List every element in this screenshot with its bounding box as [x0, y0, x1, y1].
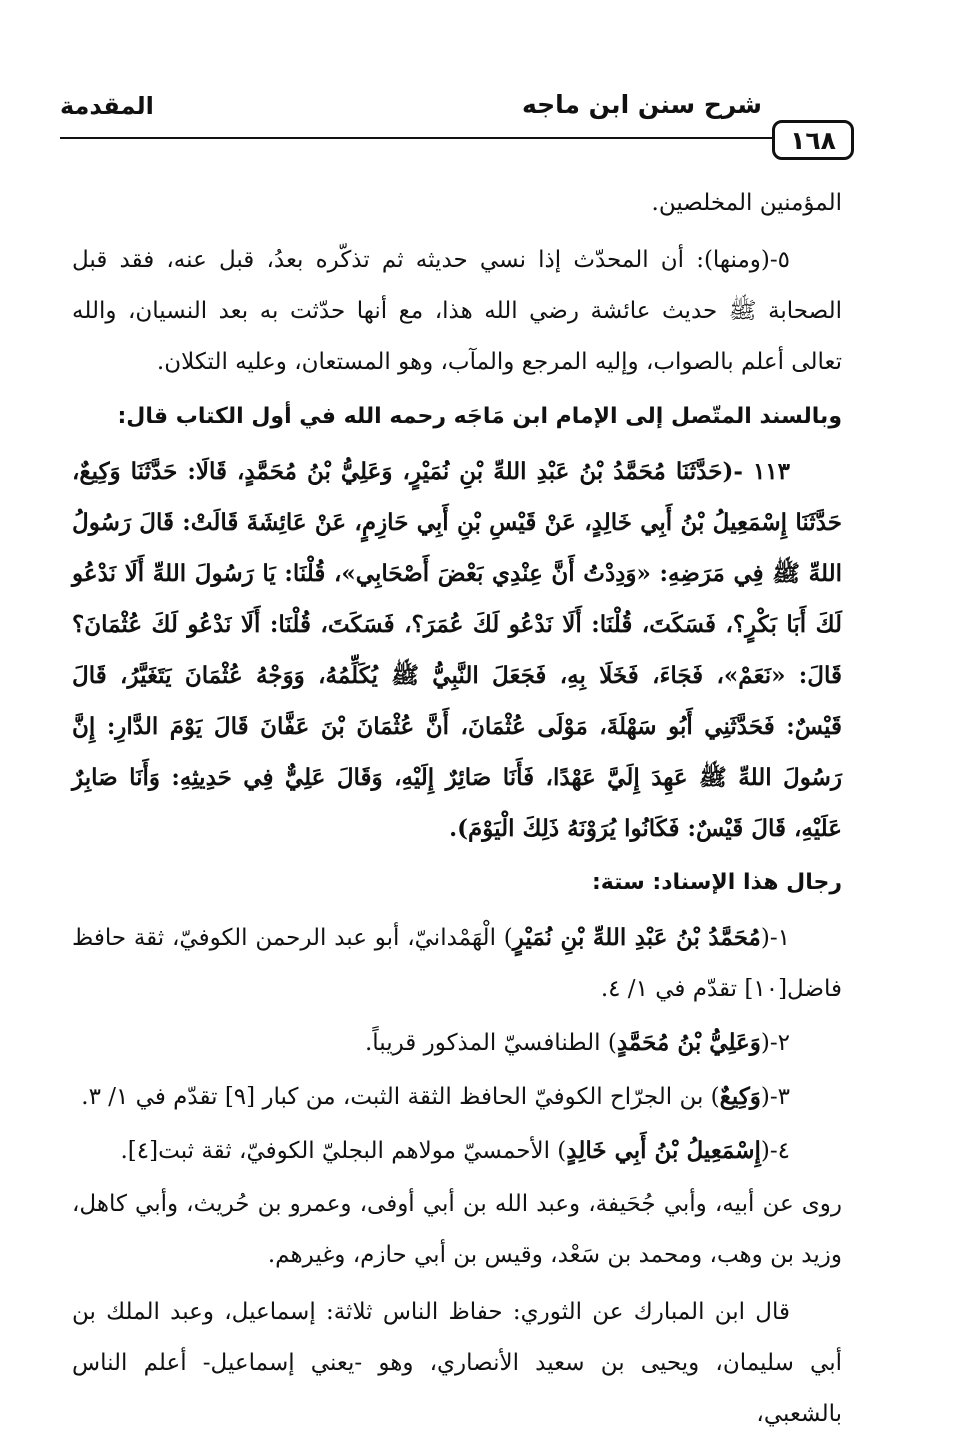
narrator-details: ) بن الجرّاح الكوفيّ الحافظ الثقة الثبت، من كبار [٩] تقدّم في ١/ ٣. — [81, 1084, 720, 1110]
narrator-details: ) الْهَمْدانيّ، أبو عبد الرحمن الكوفيّ، ثقة حافظ فاضل[١٠] تقدّم في ١/ ٤. — [72, 925, 842, 1002]
narrator-number: ٢-( — [760, 1030, 790, 1056]
page-number: ١٦٨ — [772, 120, 854, 160]
paragraph-narrations: روى عن أبيه، وأبي جُحَيفة، وعبد الله بن أبي أوفى، وعمرو بن حُريث، وأبي كاهل، وزيد بن وهب، ومحمد بن سَعْد، وقيس بن أبي حازم، وغيرهم. — [72, 1191, 842, 1268]
narrator-2 — [72, 1017, 842, 1069]
narrator-1 — [72, 912, 842, 1015]
running-header — [60, 90, 854, 160]
narrator-name: مُحَمَّدُ بْنُ عَبْدِ اللهِّ بْنِ نُمَيْرٍ — [512, 924, 761, 951]
page-body — [72, 178, 842, 1446]
paragraph-benefit-5: ٥-(ومنها): أن المحدّث إذا نسي حديثه ثم تذكّره بعدُ، قبل عنه، فقد قبل الصحابة ﷺ حديث عائشة رضي الله هذا، مع أنها حدّثت به بعد النسيان، والله تعالى أعلم بالصواب، وإليه المرجع والمآب، وهو المستعان، وعليه التكلان. — [72, 247, 842, 375]
narrator-details: ) الأحمسيّ مولاهم البجليّ الكوفيّ، ثقة ثبت[٤]. — [120, 1138, 567, 1164]
narrators-heading: رجال هذا الإسناد: ستة: — [592, 870, 842, 895]
book-title: شرح سنن ابن ماجه — [521, 90, 762, 119]
narrator-number: ٣-( — [760, 1084, 790, 1110]
narrator-details: ) الطنافسيّ المذكور قريباً. — [364, 1030, 617, 1056]
narrator-name: إِسْمَعِيلُ بْنُ أَبِي خَالِدٍ — [566, 1137, 761, 1164]
header-rule — [60, 137, 772, 139]
narrator-name: وَكِيعٌ — [719, 1083, 761, 1110]
paragraph-continuation: المؤمنين المخلصين. — [651, 190, 842, 216]
section-name: المقدمة — [60, 92, 154, 120]
hadith-text: ١١٣ -(حَدَّثَنَا مُحَمَّدُ بْنُ عَبْدِ اللهِّ بْنِ نُمَيْرٍ، وَعَلِيُّ بْنُ مُحَمَّدٍ، قَالَا: حَدَّثَنَا وَكِيعٌ، حَدَّثَنَا إِسْمَعِيلُ بْنُ أَبِي خَالِدٍ، عَنْ قَيْسِ بْنِ أَبِي حَازِمٍ، عَنْ عَائِشَةَ قَالَتْ: قَالَ رَسُولُ اللهِّ ﷺ فِي مَرَضِهِ: «وَدِدْتُ أَنَّ عِنْدِي بَعْضَ أَصْحَابِي»، قُلْنَا: يَا رَسُولَ اللهِّ أَلَا نَدْعُو لَكَ أَبَا بَكْرٍ؟، فَسَكَتَ، قُلْنَا: أَلَا نَدْعُو لَكَ عُمَرَ؟، فَسَكَتَ، قُلْنَا: أَلَا نَدْعُو لَكَ عُثْمَانَ؟ قَالَ: «نَعَمْ»، فَجَاءَ، فَخَلَا بِهِ، فَجَعَلَ النَّبِيُّ ﷺ يُكَلِّمُهُ، وَوَجْهُ عُثْمَانَ يَتَغَيَّرُ، قَالَ قَيْسٌ: فَحَدَّثَنِي أَبُو سَهْلَةَ، مَوْلَى عُثْمَانَ، أَنَّ عُثْمَانَ بْنَ عَفَّانَ قَالَ يَوْمَ الدَّارِ: إِنَّ رَسُولَ اللهِّ ﷺ عَهِدَ إِلَيَّ عَهْدًا، فَأَنَا صَائِرٌ إِلَيْهِ، وَقَالَ عَلِيٌّ فِي حَدِيثِهِ: وَأَنَا صَابِرٌ عَلَيْهِ، قَالَ قَيْسٌ: فَكَانُوا يُرَوْنَهُ ذَلِكَ الْيَوْمَ). — [72, 458, 842, 842]
narrator-4 — [72, 1125, 842, 1177]
narrator-number: ١-( — [760, 925, 790, 951]
chain-heading: وبالسند المتّصل إلى الإمام ابن مَاجَه رحمه الله في أول الكتاب قال: — [117, 404, 842, 429]
narrator-number: ٤-( — [760, 1138, 790, 1164]
paragraph-ibn-mubarak: قال ابن المبارك عن الثوري: حفاظ الناس ثلاثة: إسماعيل، وعبد الملك بن أبي سليمان، ويحيى بن سعيد الأنصاري، وهو -يعني إسماعيل- أعلم الناس بالشعبي، — [72, 1299, 842, 1427]
narrator-name: وَعَلِيُّ بْنُ مُحَمَّدٍ — [616, 1029, 761, 1056]
narrator-3 — [72, 1071, 842, 1123]
